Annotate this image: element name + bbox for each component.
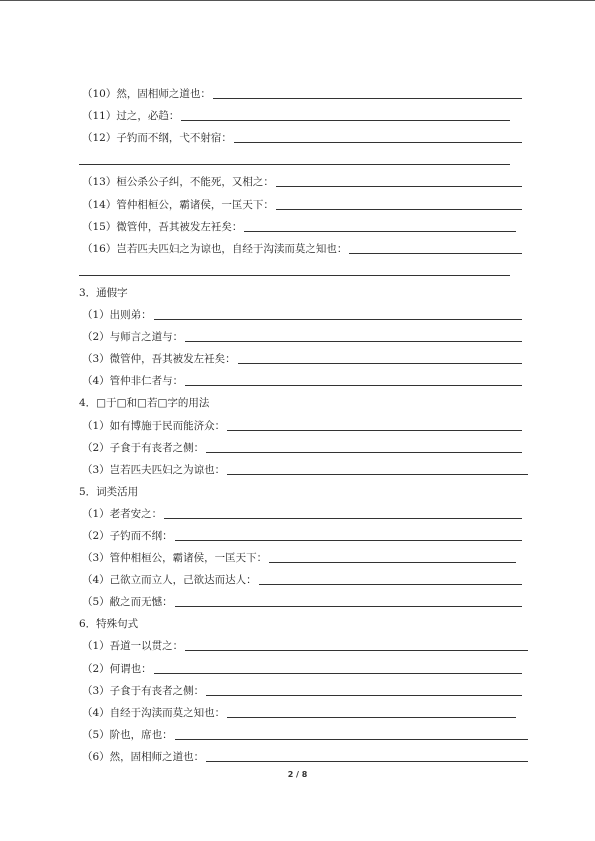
answer-blank[interactable] [154,319,522,320]
question-item [79,301,531,323]
question-item [79,323,531,345]
question-item [79,588,531,610]
question-item [79,235,531,257]
question-text: （3）子食于有丧者之侧： [82,684,205,697]
question-item [79,411,531,433]
question-text: （2）子食于有丧者之侧： [82,441,205,454]
question-item [79,168,531,190]
answer-blank[interactable] [227,430,522,431]
question-item [79,721,531,743]
question-item [79,80,531,102]
answer-blank[interactable] [276,186,522,187]
question-text: （1）吾道一以贯之： [82,640,184,653]
answer-blank[interactable] [79,164,510,165]
answer-blank[interactable] [175,540,522,541]
question-text: （5）敝之而无憾： [82,596,173,609]
section-heading [79,389,531,411]
question-item [79,544,531,566]
section-heading-text: 4．□于□和□若□字的用法 [79,397,210,410]
answer-blank[interactable] [244,231,516,232]
question-item [79,632,531,654]
answer-blank[interactable] [349,253,522,254]
page-number: 2 / 8 [287,770,308,779]
question-text: （14）管仲相桓公，霸诸侯，一匡天下： [82,198,274,211]
answer-blank[interactable] [185,650,528,651]
question-item [79,434,531,456]
section-heading [79,478,531,500]
question-item [79,500,531,522]
question-item [79,566,531,588]
answer-blank[interactable] [227,717,516,718]
section-heading-text: 5．词类活用 [79,485,139,498]
section-heading [79,610,531,632]
question-text: （4）自经于沟渎而莫之知也： [82,706,226,719]
question-text: （15）微管仲，吾其被发左衽矣： [82,220,243,233]
question-text: （2）何谓也： [82,662,152,675]
question-text: （1）老者安之： [82,507,163,520]
question-text: （6）然，固相师之道也： [82,750,205,763]
question-text: （4）管仲非仁者与： [82,375,184,388]
answer-blank[interactable] [185,385,522,386]
answer-blank[interactable] [175,606,522,607]
answer-blank[interactable] [206,452,522,453]
question-item [79,190,531,212]
question-text: （16）岂若匹夫匹妇之为谅也，自经于沟渎而莫之知也： [82,242,348,255]
answer-blank[interactable] [206,761,528,762]
question-list [79,80,531,765]
question-text: （3）岂若匹夫匹妇之为谅也： [82,463,226,476]
answer-line [79,146,531,168]
answer-blank[interactable] [259,584,522,585]
question-text: （4）己欲立而立人，己欲达而达人： [82,574,257,587]
answer-blank[interactable] [238,363,522,364]
answer-blank[interactable] [185,341,522,342]
answer-blank[interactable] [276,209,522,210]
worksheet-body [79,80,531,765]
question-text: （11）过之，必趋： [82,110,180,123]
question-item [79,743,531,765]
question-text: （12）子钓而不纲，弋不射宿： [82,132,232,145]
answer-blank[interactable] [206,695,522,696]
answer-blank[interactable] [175,739,528,740]
answer-blank[interactable] [154,673,522,674]
question-item [79,345,531,367]
section-heading-text: 3．通假字 [79,286,128,299]
question-text: （2）与师言之道与： [82,331,184,344]
question-item [79,699,531,721]
question-item [79,367,531,389]
question-item [79,124,531,146]
answer-line [79,257,531,279]
question-item [79,677,531,699]
question-text: （1）如有博施于民而能济众： [82,419,226,432]
answer-blank[interactable] [79,275,510,276]
section-heading [79,279,531,301]
question-text: （2）子钓而不纲： [82,529,173,542]
question-text: （1）出则弟： [82,309,152,322]
question-text: （5）阶也，席也： [82,728,173,741]
question-item [79,654,531,676]
question-text: （10）然，固相师之道也： [82,88,211,101]
question-item [79,102,531,124]
answer-blank[interactable] [234,142,522,143]
section-heading-text: 6．特殊句式 [79,618,139,631]
question-item [79,456,531,478]
answer-blank[interactable] [227,474,528,475]
question-text: （3）管仲相桓公，霸诸侯，一匡天下： [82,552,268,565]
answer-blank[interactable] [269,562,516,563]
header-rule [0,0,595,1]
question-item [79,522,531,544]
answer-blank[interactable] [213,98,522,99]
answer-blank[interactable] [164,518,522,519]
question-item [79,213,531,235]
question-text: （3）微管仲，吾其被发左衽矣： [82,353,236,366]
answer-blank[interactable] [181,120,510,121]
question-text: （13）桓公杀公子纠，不能死，又相之： [82,176,274,189]
